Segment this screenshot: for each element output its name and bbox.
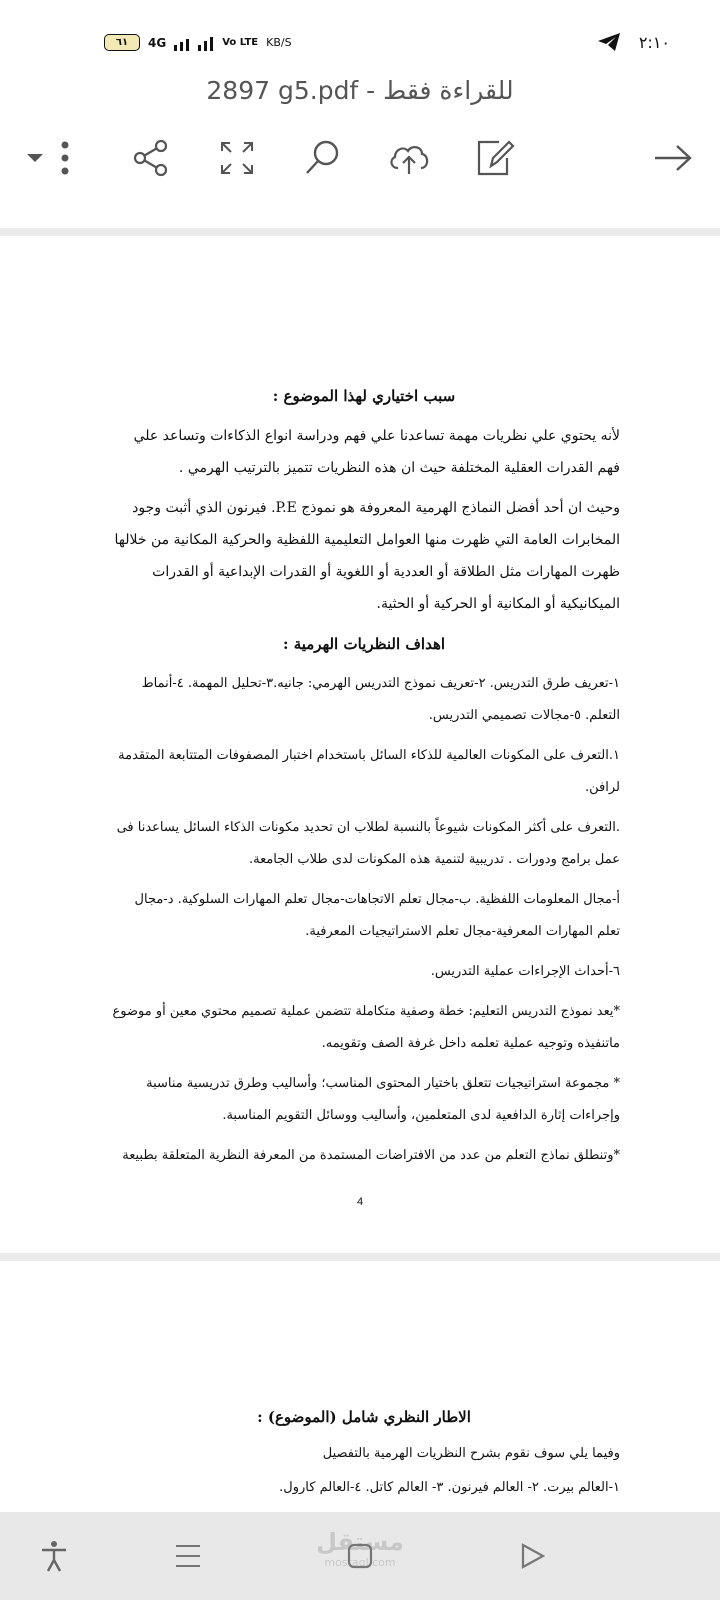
search-icon[interactable] [298, 128, 348, 188]
cloud-upload-icon[interactable] [384, 128, 434, 188]
fullscreen-icon[interactable] [212, 128, 262, 188]
section-heading-reason: سبب اختياري لهذا الموضوع : [272, 387, 456, 405]
page-number: 4 [356, 1196, 364, 1208]
edit-icon[interactable] [470, 128, 520, 188]
clock: ٢:١٠ [638, 32, 670, 52]
home-icon[interactable] [338, 1534, 382, 1578]
signal-icon [174, 35, 214, 51]
watermark-domain: mostaql.com [324, 1556, 396, 1569]
section-heading-goals: اهداف النظريات الهرمية : [282, 635, 446, 653]
document-page-2 [108, 1400, 620, 1504]
network-label: 4G [148, 35, 167, 50]
goal-item: *يعد نموذج التدريس التعليم: خطة وصفية متكاملة تتضمن عملية تصميم محتوي معين أو موضوع ماتنفيذه وتوجيه عملية تعلمه داخل غرفة الصف وتقويمه. [112, 1004, 620, 1051]
status-right [597, 32, 670, 52]
goal-item: ٦-أحداث الإجراءات عملية التدريس. [430, 964, 620, 979]
system-navigation-bar [0, 1512, 720, 1600]
watermark-brand: مستقل [316, 1528, 404, 1556]
goal-item: * مجموعة استراتيجيات تتعلق باختيار المحتوى المناسب؛ وأساليب وطرق تدريسية مناسبة وإجراءات إثارة الدافعية لدى المتعلمين، وأساليب ووسائل التقويم المناسبة. [146, 1076, 620, 1123]
paragraph: وحيث ان أحد أفضل النماذج الهرمية المعروفة هو نموذج P.E. فيرنون الذي أثبت وجود المخابرات العامة التي ظهرت منها العوامل التعليمية اللفظية والحركية المكانية من خلالها ظهرت المهارات مثل الطلاقة أو العددية أو اللغوية أو القدرات الإبداعية أو القدرات الميكانيكية أو المكانية أو الحركية أو الحثية. [114, 500, 620, 612]
goal-item: ١-تعريف طرق التدريس. ٢-تعريف نموذج التدريس الهرمي: جانيه.٣-تحليل المهمة. ٤-أنماط التعلم. ٥-مجالات تصميمي التدريس. [141, 676, 620, 723]
toolbar [0, 128, 720, 188]
goal-item: أ-مجال المعلومات اللفظية. ب-مجال تعلم الاتجاهات-مجال تعلم المهارات السلوكية. د-مجال تعلم المهارات المعرفية-مجال تعلم الاستراتيجيات المعرفية. [134, 892, 620, 939]
goal-item: .التعرف على أكثر المكونات شيوعاً بالنسبة لطلاب ان تحديد مكونات الذكاء السائل يساعدنا فى عمل برامج ودورات . تدريبية لتنمية هذه المكونات لدى طلاب الجامعة. [116, 820, 620, 867]
forward-arrow-icon[interactable] [648, 128, 698, 188]
battery-level: ٦١ [115, 37, 129, 48]
more-vertical-icon[interactable] [40, 128, 90, 188]
paragraph: وفيما يلي سوف نقوم بشرح النظريات الهرمية بالتفصيل [322, 1446, 620, 1461]
status-indicators [104, 34, 292, 51]
battery-icon [104, 34, 140, 51]
paragraph: لأنه يحتوي علي نظريات مهمة تساعدنا علي فهم ودراسة انواع الذكاءات وتساعد علي فهم القدرات العقلية المختلفة حيث ان هذه النظريات تتميز بالترتيب الهرمي . [133, 428, 620, 476]
document-title: 2897 g5.pdf - للقراءة فقط [206, 76, 514, 105]
telegram-icon [597, 32, 621, 52]
goal-item: ١.التعرف على المكونات العالمية للذكاء السائل باستخدام اختبار المصفوفات المتتابعة المتقدمة لرافن. [118, 748, 620, 795]
section-heading-framework: الاطار النظري شامل (الموضوع) : [257, 1408, 471, 1426]
goal-item: *وتنطلق نماذج التعلم من عدد من الافتراضات المستمدة من المعرفة النظرية المتعلقة بطبيعة [122, 1148, 620, 1163]
volte-label: Vo LTE [222, 37, 259, 48]
page-separator [0, 228, 720, 236]
status-bar [0, 0, 720, 80]
recent-apps-icon[interactable] [166, 1534, 210, 1578]
accessibility-icon[interactable] [32, 1534, 76, 1578]
back-icon[interactable] [510, 1534, 554, 1578]
document-page-1 [108, 380, 620, 1172]
paragraph: ١-العالم بيرت. ٢- العالم فيرنون. ٣- العالم كاتل. ٤-العالم كارول. [279, 1480, 620, 1495]
page-separator [0, 1253, 720, 1261]
speed-label: KB/S [266, 36, 292, 49]
share-icon[interactable] [126, 128, 176, 188]
